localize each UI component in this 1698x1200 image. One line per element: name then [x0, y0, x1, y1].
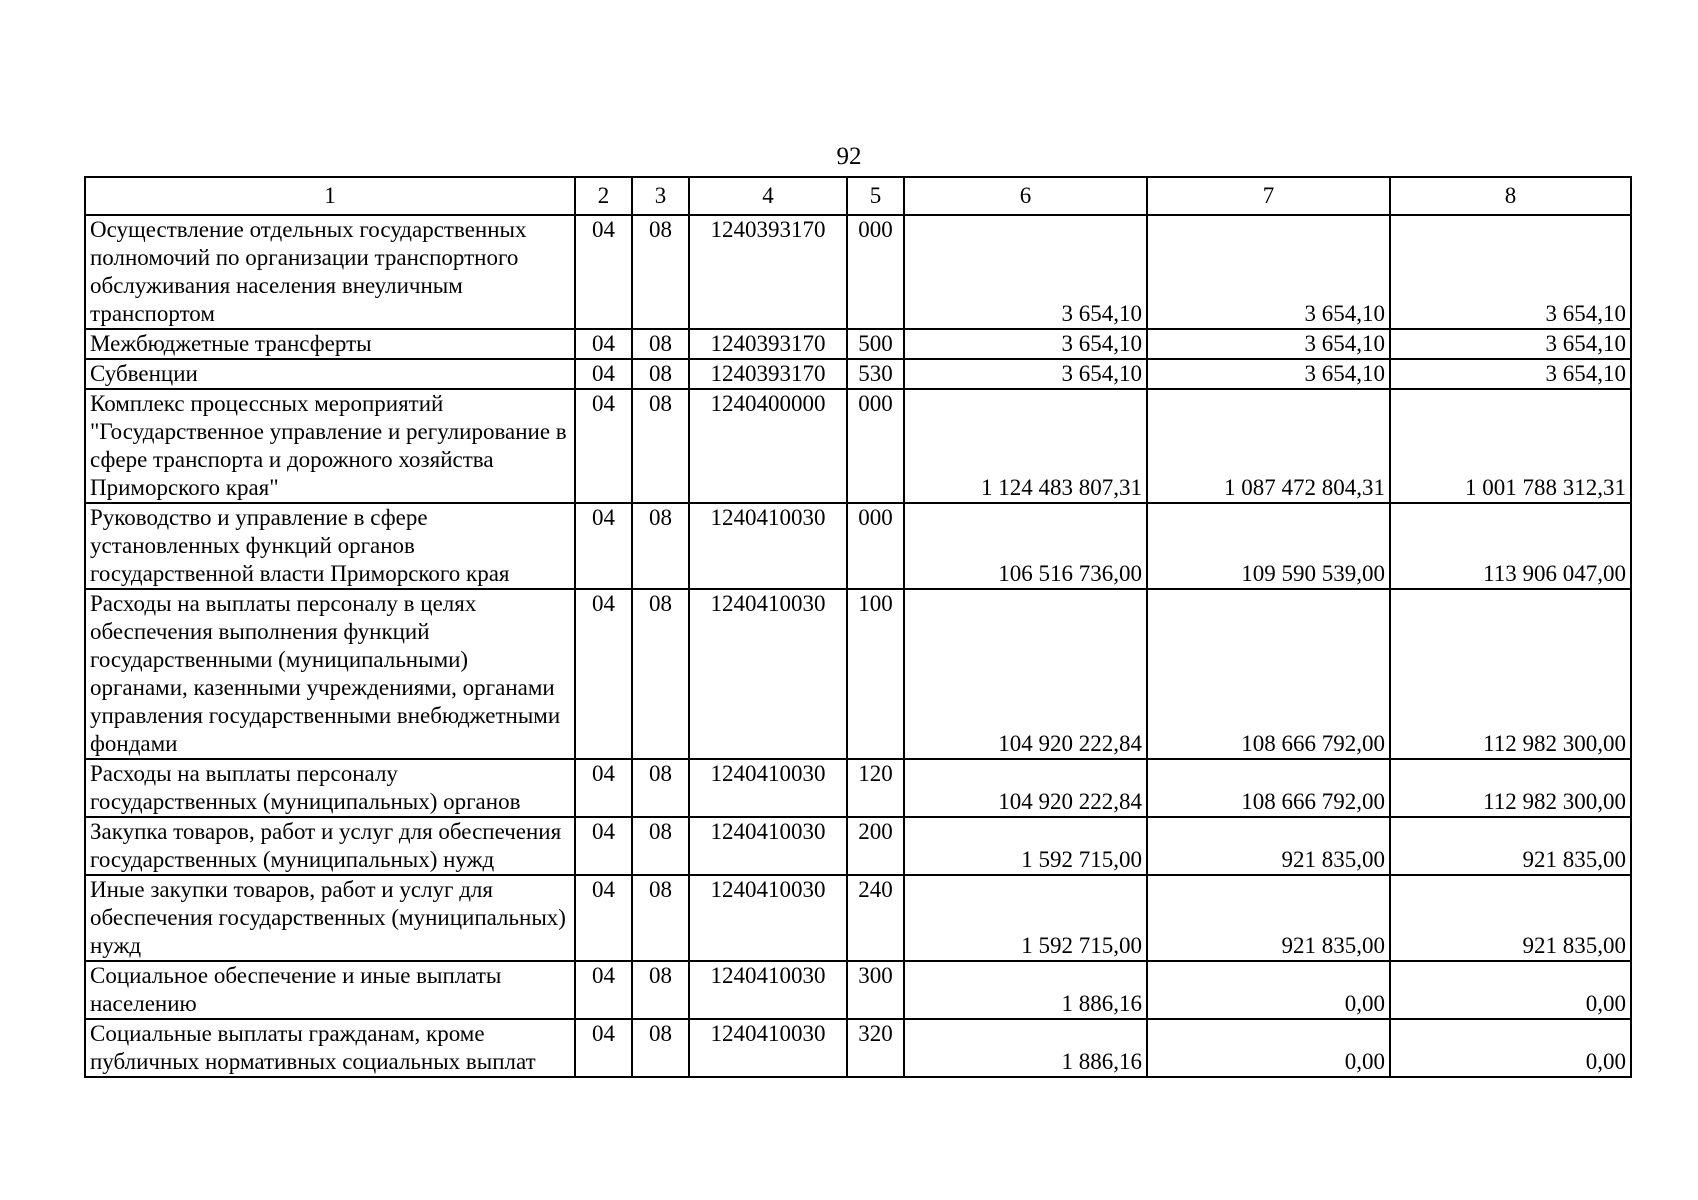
- amount-col-7: 3 654,10: [1147, 329, 1390, 359]
- amount-col-8: 0,00: [1390, 1019, 1631, 1077]
- target-article-code: 1240410030: [689, 503, 847, 589]
- header-col-2: 2: [575, 177, 632, 215]
- table-row: [85, 329, 1631, 359]
- target-article-code: 1240393170: [689, 359, 847, 389]
- subsection-code: 08: [632, 359, 689, 389]
- target-article-code: 1240410030: [689, 759, 847, 817]
- amount-col-8: 112 982 300,00: [1390, 589, 1631, 759]
- section-code: 04: [575, 389, 632, 503]
- amount-col-6: 1 886,16: [904, 1019, 1147, 1077]
- amount-col-7: 109 590 539,00: [1147, 503, 1390, 589]
- expense-type-code: 000: [847, 215, 904, 329]
- amount-col-8: 3 654,10: [1390, 359, 1631, 389]
- header-col-7: 7: [1147, 177, 1390, 215]
- header-col-4: 4: [689, 177, 847, 215]
- amount-col-7: 3 654,10: [1147, 215, 1390, 329]
- amount-col-6: 1 886,16: [904, 961, 1147, 1019]
- expense-type-code: 120: [847, 759, 904, 817]
- amount-col-7: 0,00: [1147, 961, 1390, 1019]
- subsection-code: 08: [632, 329, 689, 359]
- subsection-code: 08: [632, 1019, 689, 1077]
- expense-name: Руководство и управление в сфере установленных функций органов государственной власти Приморского края: [85, 503, 575, 589]
- expense-name: Субвенции: [85, 359, 575, 389]
- subsection-code: 08: [632, 589, 689, 759]
- table-row: [85, 1019, 1631, 1077]
- subsection-code: 08: [632, 961, 689, 1019]
- header-col-5: 5: [847, 177, 904, 215]
- amount-col-7: 921 835,00: [1147, 875, 1390, 961]
- amount-col-8: 3 654,10: [1390, 215, 1631, 329]
- amount-col-8: 112 982 300,00: [1390, 759, 1631, 817]
- amount-col-8: 113 906 047,00: [1390, 503, 1631, 589]
- expense-name: Межбюджетные трансферты: [85, 329, 575, 359]
- table-row: [85, 589, 1631, 759]
- subsection-code: 08: [632, 759, 689, 817]
- expense-type-code: 000: [847, 389, 904, 503]
- table-row: [85, 215, 1631, 329]
- section-code: 04: [575, 329, 632, 359]
- table-row: [85, 817, 1631, 875]
- header-col-1: 1: [85, 177, 575, 215]
- section-code: 04: [575, 759, 632, 817]
- section-code: 04: [575, 1019, 632, 1077]
- amount-col-6: 3 654,10: [904, 329, 1147, 359]
- header-col-8: 8: [1390, 177, 1631, 215]
- amount-col-6: 104 920 222,84: [904, 589, 1147, 759]
- table-row: [85, 875, 1631, 961]
- amount-col-6: 3 654,10: [904, 215, 1147, 329]
- amount-col-8: 1 001 788 312,31: [1390, 389, 1631, 503]
- expense-type-code: 500: [847, 329, 904, 359]
- table-header: [85, 177, 1631, 215]
- target-article-code: 1240410030: [689, 875, 847, 961]
- expense-name: Расходы на выплаты персоналу в целях обеспечения выполнения функций государственными (муниципальными) органами, казенными учреждениями, органами управления государственными внебюджетными фондами: [85, 589, 575, 759]
- subsection-code: 08: [632, 389, 689, 503]
- expense-type-code: 320: [847, 1019, 904, 1077]
- amount-col-7: 3 654,10: [1147, 359, 1390, 389]
- amount-col-7: 108 666 792,00: [1147, 759, 1390, 817]
- table-row: [85, 359, 1631, 389]
- subsection-code: 08: [632, 875, 689, 961]
- table-row: [85, 503, 1631, 589]
- target-article-code: 1240410030: [689, 961, 847, 1019]
- section-code: 04: [575, 503, 632, 589]
- amount-col-8: 921 835,00: [1390, 817, 1631, 875]
- expense-type-code: 200: [847, 817, 904, 875]
- amount-col-7: 108 666 792,00: [1147, 589, 1390, 759]
- header-col-3: 3: [632, 177, 689, 215]
- amount-col-8: 921 835,00: [1390, 875, 1631, 961]
- target-article-code: 1240410030: [689, 1019, 847, 1077]
- section-code: 04: [575, 817, 632, 875]
- subsection-code: 08: [632, 817, 689, 875]
- expense-type-code: 000: [847, 503, 904, 589]
- expense-type-code: 100: [847, 589, 904, 759]
- expense-type-code: 240: [847, 875, 904, 961]
- expense-name: Закупка товаров, работ и услуг для обеспечения государственных (муниципальных) нужд: [85, 817, 575, 875]
- expense-name: Осуществление отдельных государственных полномочий по организации транспортного обслуживания населения внеуличным транспортом: [85, 215, 575, 329]
- target-article-code: 1240393170: [689, 329, 847, 359]
- amount-col-6: 1 592 715,00: [904, 817, 1147, 875]
- amount-col-7: 0,00: [1147, 1019, 1390, 1077]
- target-article-code: 1240410030: [689, 817, 847, 875]
- table-row: [85, 759, 1631, 817]
- amount-col-8: 3 654,10: [1390, 329, 1631, 359]
- table-row: [85, 389, 1631, 503]
- amount-col-6: 1 592 715,00: [904, 875, 1147, 961]
- subsection-code: 08: [632, 503, 689, 589]
- section-code: 04: [575, 875, 632, 961]
- section-code: 04: [575, 215, 632, 329]
- expense-type-code: 530: [847, 359, 904, 389]
- table-row: [85, 961, 1631, 1019]
- target-article-code: 1240393170: [689, 215, 847, 329]
- expense-name: Социальное обеспечение и иные выплаты населению: [85, 961, 575, 1019]
- section-code: 04: [575, 359, 632, 389]
- header-col-6: 6: [904, 177, 1147, 215]
- amount-col-6: 106 516 736,00: [904, 503, 1147, 589]
- amount-col-6: 3 654,10: [904, 359, 1147, 389]
- expense-name: Комплекс процессных мероприятий "Государственное управление и регулирование в сфере транспорта и дорожного хозяйства Приморского края": [85, 389, 575, 503]
- header-row: [85, 177, 1631, 215]
- amount-col-6: 104 920 222,84: [904, 759, 1147, 817]
- expense-name: Иные закупки товаров, работ и услуг для обеспечения государственных (муниципальных) нужд: [85, 875, 575, 961]
- page-number: 92: [836, 143, 862, 170]
- amount-col-7: 921 835,00: [1147, 817, 1390, 875]
- target-article-code: 1240410030: [689, 589, 847, 759]
- section-code: 04: [575, 589, 632, 759]
- amount-col-6: 1 124 483 807,31: [904, 389, 1147, 503]
- budget-table: [84, 176, 1632, 1078]
- subsection-code: 08: [632, 215, 689, 329]
- table-body: [85, 215, 1631, 1077]
- amount-col-8: 0,00: [1390, 961, 1631, 1019]
- expense-name: Социальные выплаты гражданам, кроме публичных нормативных социальных выплат: [85, 1019, 575, 1077]
- expense-type-code: 300: [847, 961, 904, 1019]
- target-article-code: 1240400000: [689, 389, 847, 503]
- section-code: 04: [575, 961, 632, 1019]
- expense-name: Расходы на выплаты персоналу государственных (муниципальных) органов: [85, 759, 575, 817]
- amount-col-7: 1 087 472 804,31: [1147, 389, 1390, 503]
